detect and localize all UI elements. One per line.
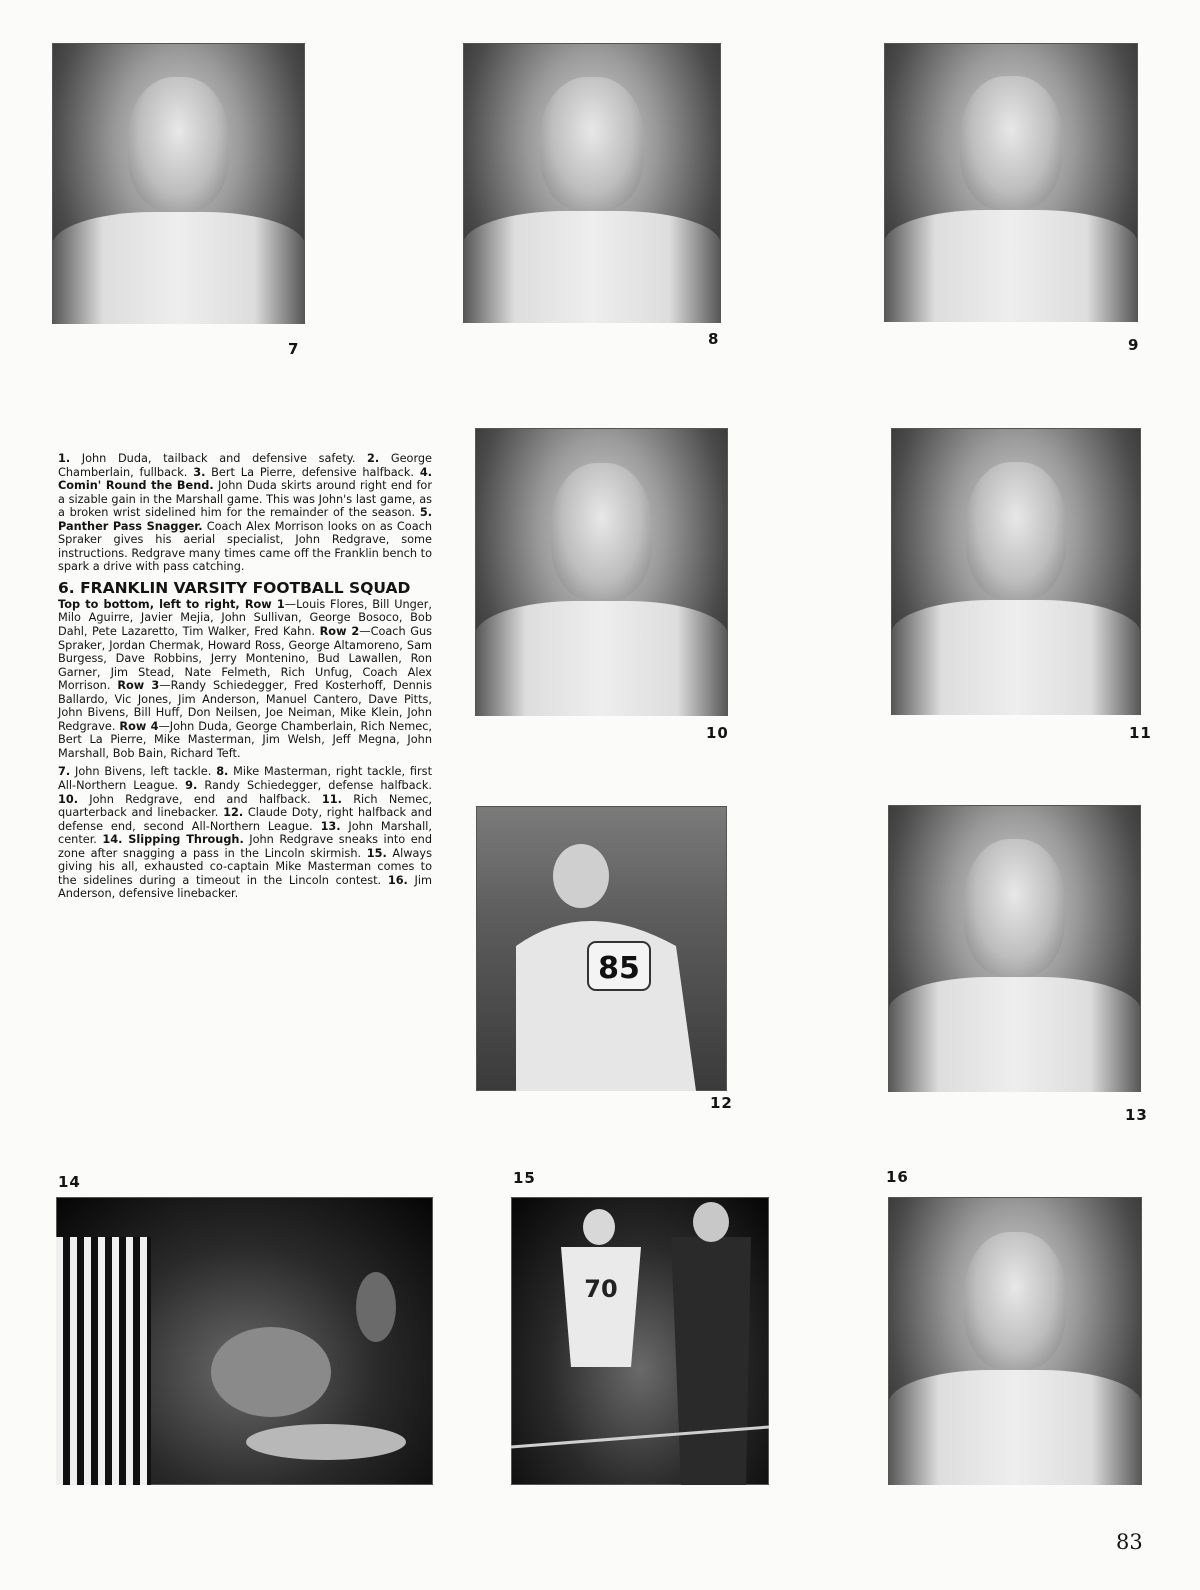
caption-paragraph-1-5 <box>58 452 432 574</box>
player-jersey-15 <box>561 1247 641 1367</box>
caption-heading-5: 5. Panther Pass Snagger. <box>58 506 432 533</box>
caption-text-7: John Bivens, left tackle. <box>70 765 217 779</box>
caption-text-10: John Redgrave, end and halfback. <box>78 792 322 806</box>
caption-num-15: 15. <box>366 846 387 860</box>
caption-num-11: 11. <box>321 792 342 806</box>
player-head-12 <box>553 844 609 908</box>
roster-row-2-heading: Row 2 <box>319 625 360 639</box>
photo-number-14: 14 <box>58 1173 81 1191</box>
coach-head <box>693 1202 729 1242</box>
caption-text-3: Bert La Pierre, defensive halfback. <box>205 465 420 479</box>
referee <box>56 1237 151 1485</box>
caption-paragraph-7-16 <box>58 765 432 900</box>
coach <box>671 1237 751 1485</box>
photo-14 <box>56 1197 433 1485</box>
roster-row-2: —Coach Gus Spraker, Jordan Chermak, Howard Ross, George Altamoreno, Sam Burgess, Dave Robbins, Jerry Montenino, Bud Lawallen, Ron Garner, Jim Stead, Nate Felmeth, Rich Unfug, Coach Alex Morrison. <box>58 625 432 693</box>
caption-num-12: 12. <box>223 806 244 820</box>
caption-text-15: Always giving his all, exhausted co-captain Mike Masterman comes to the sidelines during a timeout in the Lincoln contest. <box>58 846 432 887</box>
photo-11 <box>891 428 1141 715</box>
caption-text-9: Randy Schiedegger, defense halfback. <box>197 779 432 793</box>
photo-14-scene <box>56 1197 433 1485</box>
photo-number-7: 7 <box>288 340 300 358</box>
photo-16 <box>888 1197 1142 1485</box>
photo-number-10: 10 <box>706 724 729 742</box>
roster-row-3-heading: Row 3 <box>117 679 160 693</box>
photo-7 <box>52 43 305 324</box>
photo-number-13: 13 <box>1125 1106 1148 1124</box>
photo-12 <box>476 806 727 1091</box>
roster-row-1-heading: Top to bottom, left to right, Row 1 <box>58 597 285 611</box>
roster-row-3: —Randy Schiedegger, Fred Kosterhoff, Dennis Ballardo, Vic Jones, Jim Anderson, Manuel Cantero, Dave Pitts, John Bivens, Bill Huff, Don Neilsen, Joe Neiman, Mike Klein, John Redgrave. <box>58 679 432 733</box>
page-number: 83 <box>1116 1530 1143 1554</box>
player-head-15 <box>583 1209 615 1245</box>
caption-text-4: John Duda skirts around right end for a sizable gain in the Marshall game. This was John's last game, as a broken wrist sidelined him for the remainder of the season. <box>58 479 432 520</box>
caption-num-13: 13. <box>320 819 341 833</box>
caption-text-16: Jim Anderson, defensive linebacker. <box>58 873 432 901</box>
roster-row-4: —John Duda, George Chamberlain, Rich Nemec, Bert La Pierre, Mike Masterman, Jim Welsh, Jeff Megna, John Marshall, Bob Bain, Richard Teft. <box>58 719 432 760</box>
roster-row-4-heading: Row 4 <box>119 719 159 733</box>
jersey-number-70: 70 <box>584 1275 618 1303</box>
caption-num-9: 9. <box>185 779 198 793</box>
caption-text-2: George Chamberlain, fullback. <box>58 452 433 479</box>
caption-num-1: 1. <box>58 452 71 465</box>
caption-num-10: 10. <box>58 792 79 806</box>
roster-row-1: —Louis Flores, Bill Unger, Milo Aguirre, Javier Mejia, John Sullivan, George Bosoco, Bob Dahl, Pete Lazaretto, Tim Walker, Fred Kahn. <box>58 597 432 639</box>
player-44 <box>356 1272 396 1342</box>
photo-13 <box>888 805 1141 1092</box>
photo-9 <box>884 43 1138 322</box>
caption-heading-14: 14. Slipping Through. <box>102 833 244 847</box>
caption-num-8: 8. <box>216 765 229 779</box>
caption-text-14: John Redgrave sneaks into end zone after snagging a pass in the Lincoln skirmish. <box>58 833 432 860</box>
caption-num-2: 2. <box>367 452 380 465</box>
caption-block <box>58 452 432 906</box>
caption-num-3: 3. <box>193 465 206 479</box>
caption-num-16: 16. <box>387 873 408 887</box>
caption-heading-4: 4. Comin' Round the Bend. <box>58 465 432 493</box>
pileup <box>211 1327 331 1417</box>
caption-text-11: Rich Nemec, quarterback and linebacker. <box>58 792 432 820</box>
jersey-number-85: 85 <box>598 951 640 986</box>
photo-number-16: 16 <box>886 1168 909 1186</box>
caption-text-8: Mike Masterman, right tackle, first All-Northern League. <box>58 765 432 793</box>
photo-15-scene <box>511 1197 769 1485</box>
caption-text-12: Claude Doty, right halfback and defense end, second All-Northern League. <box>58 806 433 833</box>
photo-15 <box>511 1197 769 1485</box>
caption-text-1: John Duda, tailback and defensive safety. <box>70 452 368 465</box>
caption-text-5: Coach Alex Morrison looks on as Coach Spraker gives his aerial specialist, John Redgrave, some instructions. Redgrave many times came off the Franklin bench to spark a drive with pass catching. <box>58 519 432 574</box>
photo-8 <box>463 43 721 323</box>
photo-number-9: 9 <box>1128 336 1140 354</box>
squad-roster <box>58 598 432 761</box>
photo-number-8: 8 <box>708 330 720 348</box>
caption-num-7: 7. <box>58 765 71 779</box>
photo-12-scene <box>476 806 727 1091</box>
photo-number-12: 12 <box>710 1094 733 1112</box>
caption-text-13: John Marshall, center. <box>58 819 433 847</box>
photo-number-11: 11 <box>1129 724 1152 742</box>
photo-number-15: 15 <box>513 1169 536 1187</box>
squad-title: 6. FRANKLIN VARSITY FOOTBALL SQUAD <box>58 578 411 597</box>
tackled-player <box>246 1424 406 1460</box>
photo-10 <box>475 428 728 716</box>
